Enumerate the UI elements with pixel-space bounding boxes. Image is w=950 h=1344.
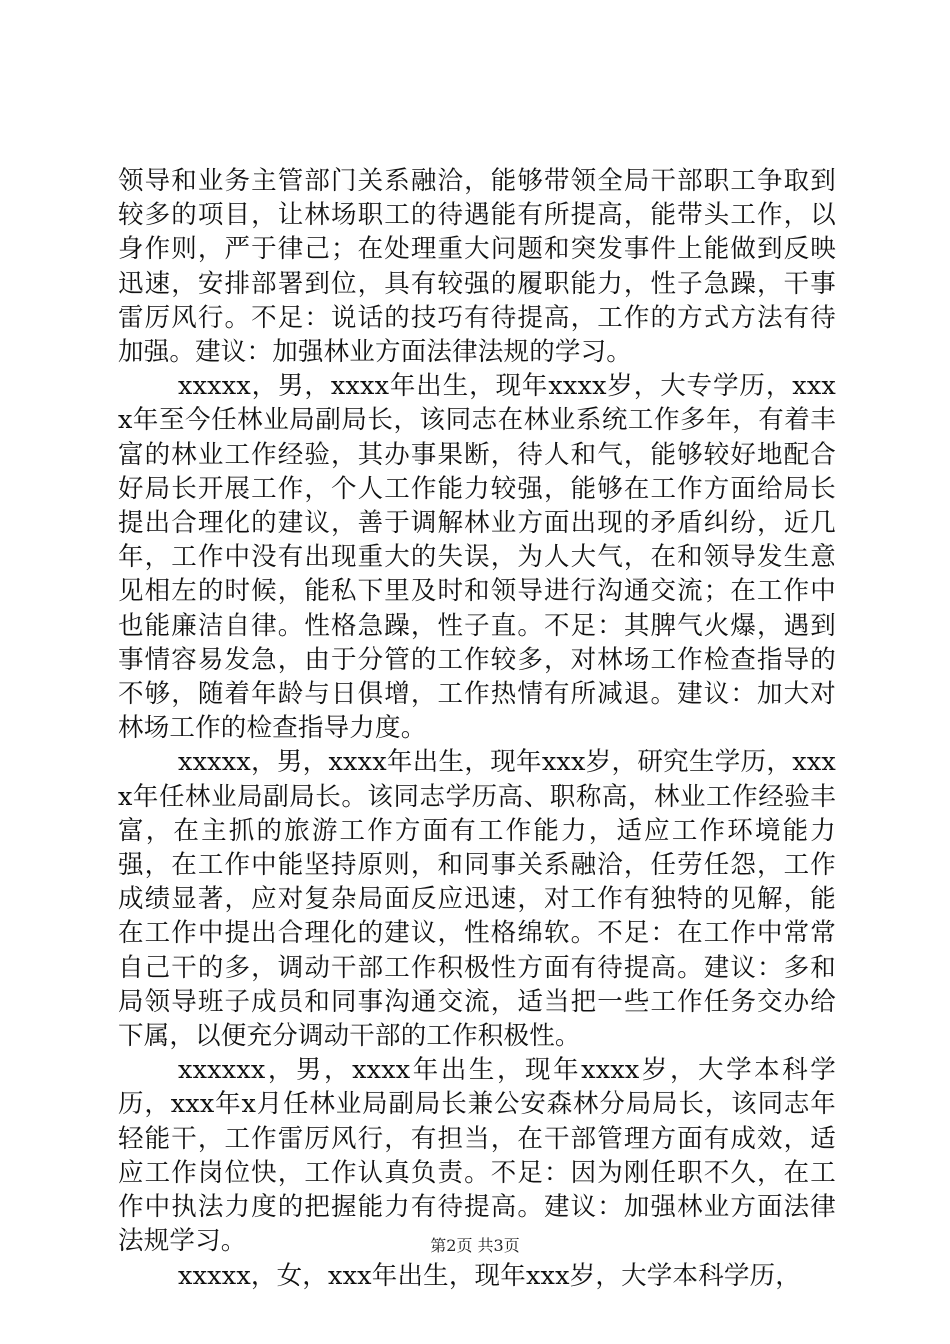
paragraph-3: xxxxx，男，xxxx年出生，现年xxx岁，研究生学历，xxxx年任林业局副局长。该同志学历高、职称高，林业工作经验丰富，在主抓的旅游工作方面有工作能力，适应工作环境能力强，在工作中能坚持原则，和同事关系融洽，任劳任怨，工作成绩显著，应对复杂局面反应迅速，对工作有独特的见解，能在工作中提出合理化的建议，性格绵软。不足：在工作中常常自己干的多，调动干部工作积极性方面有待提高。建议：多和局领导班子成员和同事沟通交流，适当把一些工作任务交办给下属，以便充分调动干部的工作积极性。 bbox=[118, 747, 836, 1052]
paragraph-4: xxxxxx，男，xxxx年出生，现年xxxx岁，大学本科学历，xxx年x月任林业局副局长兼公安森林分局局长，该同志年轻能干，工作雷厉风行，有担当，在干部管理方面有成效，适应工作岗位快，工作认真负责。不足：因为刚任职不久，在工作中执法力度的把握能力有待提高。建议：加强林业方面法律法规学习。 bbox=[118, 1055, 836, 1257]
page-number-footer: 第2页 共3页 bbox=[430, 1236, 520, 1255]
document-body bbox=[118, 164, 836, 1293]
paragraph-2: xxxxx，男，xxxx年出生，现年xxxx岁，大专学历，xxxx年至今任林业局副局长，该同志在林业系统工作多年，有着丰富的林业工作经验，其办事果断，待人和气，能够较好地配合好局长开展工作，个人工作能力较强，能够在工作方面给局长提出合理化的建议，善于调解林业方面出现的矛盾纠纷，近几年，工作中没有出现重大的失误，为人大气，在和领导发生意见相左的时候，能私下里及时和领导进行沟通交流；在工作中也能廉洁自律。性格急躁，性子直。不足：其脾气火爆，遇到事情容易发急，由于分管的工作较多，对林场工作检查指导的不够，随着年龄与日俱增，工作热情有所减退。建议：加大对林场工作的检查指导力度。 bbox=[118, 371, 836, 744]
paragraph-1: 领导和业务主管部门关系融洽，能够带领全局干部职工争取到较多的项目，让林场职工的待遇能有所提高，能带头工作，以身作则，严于律己；在处理重大问题和突发事件上能做到反映迅速，安排部署到位，具有较强的履职能力，性子急躁，干事雷厉风行。不足：说话的技巧有待提高，工作的方式方法有待加强。建议：加强林业方面法律法规的学习。 bbox=[118, 166, 836, 368]
paragraph-5: xxxxx，女，xxx年出生，现年xxx岁，大学本科学历， bbox=[178, 1260, 801, 1291]
